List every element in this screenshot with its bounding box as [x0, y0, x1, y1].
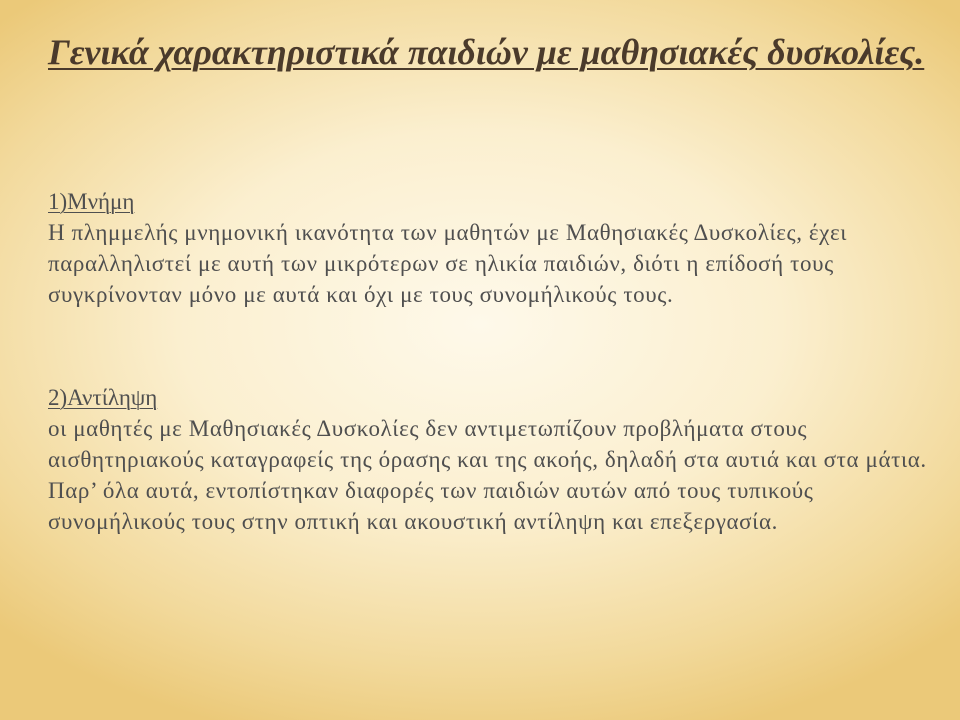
section-heading-memory: 1)Μνήμη [48, 189, 135, 214]
slide-title: Γενικά χαρακτηριστικά παιδιών με μαθησιακές δυσκολίες. [48, 32, 925, 72]
section-memory [48, 186, 928, 310]
section-body-perception: οι μαθητές με Μαθησιακές Δυσκολίες δεν αντιμετωπίζουν προβλήματα στους αισθητηριακούς καταγραφείς της όρασης και της ακοής, δηλαδή στα αυτιά και στα μάτια. Παρ’ όλα αυτά, εντοπίστηκαν διαφορές των παιδιών αυτών από τους τυπικούς συνομήλικούς τους στην οπτική και ακουστική αντίληψη και επεξεργασία. [48, 416, 927, 534]
section-heading-perception: 2)Αντίληψη [48, 385, 158, 410]
section-body-memory: Η πλημμελής μνημονική ικανότητα των μαθητών με Μαθησιακές Δυσκολίες, έχει παραλληλιστεί με αυτή των μικρότερων σε ηλικία παιδιών, διότι η επίδοσή τους συγκρίνονταν μόνο με αυτά και όχι με τους συνομήλικούς τους. [48, 220, 848, 307]
section-perception [48, 382, 928, 537]
